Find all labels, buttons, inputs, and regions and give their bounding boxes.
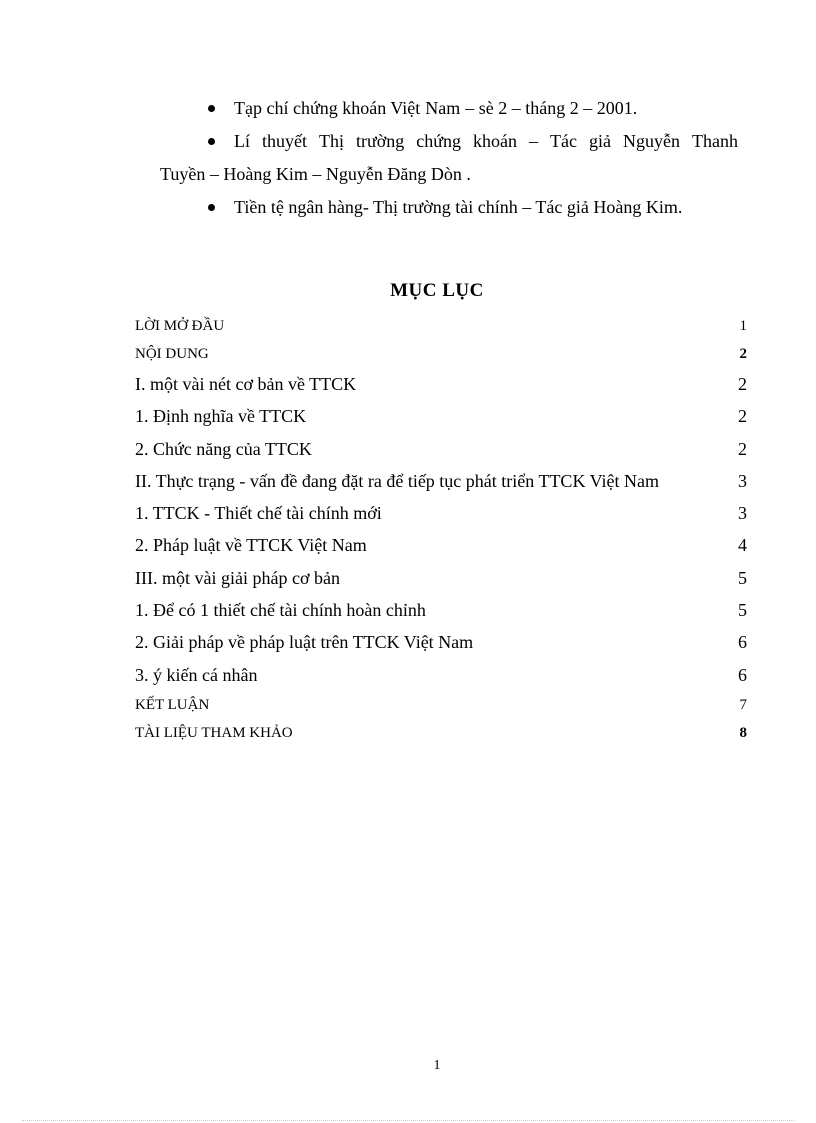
reference-item [160, 125, 738, 191]
reference-word: – [529, 131, 539, 151]
reference-word: Lí [234, 131, 250, 151]
reference-word: – sè 2 – tháng 2 – 2001. [465, 98, 638, 118]
toc-entry-page: 3 [738, 503, 747, 524]
toc-entry-page: 2 [738, 374, 747, 394]
reference-word: Thanh [692, 131, 738, 151]
table-of-contents [135, 312, 747, 747]
toc-entry-label: LỜI MỞ ĐẦU [135, 318, 225, 334]
toc-entry-label: 3. ý kiến cá nhân [135, 664, 258, 685]
toc-entry-page: 8 [739, 724, 747, 741]
toc-entry-page: 2 [738, 438, 747, 459]
toc-entry [135, 626, 747, 658]
reference-word: thuyết [262, 131, 307, 151]
toc-title: MỤC LỤC [390, 280, 484, 301]
toc-entry [135, 719, 747, 747]
toc-entry-page: 5 [738, 600, 747, 621]
reference-list [160, 92, 738, 224]
toc-entry-label: TÀI LIỆU THAM KHẢO [135, 724, 293, 741]
reference-line [234, 92, 738, 125]
toc-entry-label: KẾT LUẬN [135, 696, 210, 713]
toc-entry-label: 2. Giải pháp về pháp luật trên TTCK Việt Nam [135, 632, 474, 653]
toc-entry [135, 400, 747, 432]
reference-word: Tiền tệ ngân hàng- Thị trường tài chính – Tác giả Hoàng Kim. [234, 197, 683, 217]
bullet-icon [208, 204, 215, 211]
toc-entry-page: 5 [738, 567, 747, 588]
reference-word: Tác [550, 131, 578, 151]
toc-entry-label: 1. Định nghĩa về TTCK [135, 406, 307, 427]
toc-entry-label: I. một vài nét cơ bản về TTCK [135, 374, 357, 394]
reference-item [160, 92, 738, 125]
bullet-icon [208, 138, 215, 145]
toc-entry [135, 594, 747, 626]
page-number: 1 [433, 1058, 441, 1073]
toc-entry [135, 433, 747, 465]
toc-entry-label: 2. Chức năng của TTCK [135, 438, 312, 459]
toc-entry-label: 2. Pháp luật về TTCK Việt Nam [135, 535, 367, 556]
reference-word: khoán [473, 131, 518, 151]
toc-entry [135, 465, 747, 497]
toc-entry-page: 3 [738, 470, 747, 491]
reference-item [160, 191, 738, 224]
toc-entry-label: NỘI DUNG [135, 346, 209, 362]
toc-entry-page: 6 [738, 664, 747, 685]
toc-entry [135, 529, 747, 561]
toc-entry-page: 4 [738, 535, 747, 556]
toc-entry-page: 2 [738, 406, 747, 427]
toc-entry [135, 368, 747, 400]
toc-entry-page: 6 [738, 632, 747, 653]
toc-entry-label: III. một vài giải pháp cơ bản [135, 567, 340, 588]
toc-entry-page: 1 [739, 318, 747, 334]
reference-word: trường [356, 131, 405, 151]
reference-word: chứng [416, 131, 462, 151]
reference-word: giả [589, 131, 612, 151]
toc-entry-label: 1. Để có 1 thiết chế tài chính hoàn chỉnh [135, 600, 426, 621]
reference-word: Nam [425, 98, 461, 118]
reference-word: Thị [319, 131, 344, 151]
toc-entry-label: II. Thực trạng - vấn đề đang đặt ra để tiếp tục phát triển TTCK Việt Nam [135, 470, 660, 491]
reference-word: Tạp chí chứng khoán Việt [234, 98, 421, 118]
toc-entry [135, 659, 747, 691]
toc-entry [135, 562, 747, 594]
reference-line [234, 191, 738, 224]
toc-entry-page: 2 [739, 346, 747, 362]
toc-entry-page: 7 [739, 696, 747, 713]
page-footer-divider [22, 1120, 794, 1121]
toc-entry-label: 1. TTCK - Thiết chế tài chính mới [135, 503, 382, 524]
toc-entry [135, 497, 747, 529]
reference-continuation: Tuyền – Hoàng Kim – Nguyễn Đăng Dòn . [160, 164, 471, 184]
toc-entry [135, 312, 747, 340]
toc-entry [135, 691, 747, 719]
bullet-icon [208, 105, 215, 112]
reference-word: Nguyễn [623, 131, 681, 151]
reference-line [234, 125, 738, 158]
toc-entry [135, 340, 747, 368]
